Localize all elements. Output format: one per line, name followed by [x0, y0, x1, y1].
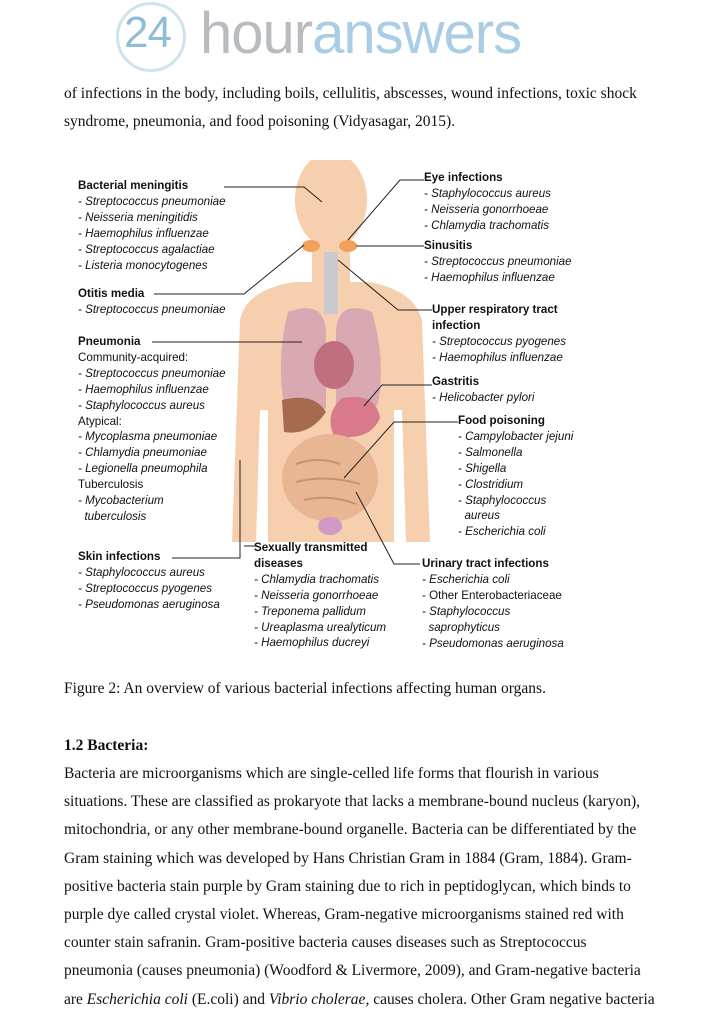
label-sinusitis [424, 238, 572, 286]
intro-paragraph [64, 80, 678, 136]
skin-item: - Staphylococcus aureus [78, 565, 205, 579]
site-logo [116, 2, 596, 72]
food-poisoning-item: - Salmonella [458, 445, 523, 459]
eye-item: - Neisseria gonorrhoeae [424, 202, 549, 216]
logo-word-answers: answers [312, 1, 522, 66]
upper-respiratory-item: - Haemophilus influenzae [432, 350, 563, 364]
pneumonia-item: - Mycobacterium [78, 494, 164, 508]
meningitis-item: - Streptococcus agalactiae [78, 242, 215, 256]
label-otitis-media [78, 286, 226, 318]
label-pneumonia [78, 334, 226, 525]
pneumonia-item: tuberculosis [78, 509, 147, 523]
body-line: Gram staining which was developed by Hans Christian Gram in 1884 (Gram, 1884). Gram- [64, 849, 632, 867]
std-title: Sexually transmitted [254, 541, 368, 554]
body-line: counter stain safranin. Gram-positive bacteria causes diseases such as Streptococcus [64, 934, 587, 952]
pneumonia-item: - Streptococcus pneumoniae [78, 366, 226, 380]
body-line: positive bacteria stain purple by Gram staining due to rich in peptidoglycan, which binds to [64, 877, 631, 895]
logo-word-hour: hour [200, 1, 313, 66]
gastritis-item: - Helicobacter pylori [432, 390, 535, 404]
skin-item: - Pseudomonas aeruginosa [78, 597, 220, 611]
pneumonia-subhead: Community-acquired: [78, 350, 189, 364]
meningitis-item: - Streptococcus pneumoniae [78, 194, 226, 208]
last-line-species: Escherichia coli [86, 990, 188, 1008]
logo-wordmark [200, 0, 521, 67]
infection-figure [64, 160, 664, 665]
meningitis-item: - Neisseria meningitidis [78, 210, 198, 224]
eye-title: Eye infections [424, 171, 503, 184]
pneumonia-title: Pneumonia [78, 335, 141, 348]
uti-item: - Escherichia coli [422, 572, 510, 586]
sinusitis-item: - Streptococcus pneumoniae [424, 254, 572, 268]
section-heading: 1.2 Bacteria: [64, 737, 149, 754]
pneumonia-subhead: Atypical: [78, 414, 122, 428]
last-line-text: , causes cholera. Other Gram negative bacteria [365, 990, 655, 1008]
food-poisoning-item: - Clostridium [458, 477, 524, 491]
meningitis-item: - Haemophilus influenzae [78, 226, 209, 240]
uti-item: saprophyticus [422, 620, 500, 634]
label-gastritis [432, 374, 534, 406]
std-item: - Neisseria gonorrhoeae [254, 588, 379, 602]
gastritis-title: Gastritis [432, 375, 480, 388]
uti-item: - Other Enterobacteriaceae [422, 588, 562, 602]
food-poisoning-item: - Shigella [458, 461, 507, 475]
label-uti [422, 556, 564, 651]
sinusitis-title: Sinusitis [424, 239, 473, 252]
pneumonia-subhead: Tuberculosis [78, 478, 144, 492]
label-skin-infections [78, 549, 220, 613]
eye-item: - Staphylococcus aureus [424, 186, 551, 200]
logo-number: 24 [124, 8, 171, 57]
food-poisoning-item: aureus [458, 509, 500, 523]
meningitis-title: Bacterial meningitis [78, 179, 189, 192]
body-paragraph [64, 760, 678, 1014]
body-line [64, 986, 678, 1014]
body-line: pneumonia (causes pneumonia) (Woodford & Livermore, 2009), and Gram-negative bacteria [64, 962, 641, 980]
pneumonia-item: - Haemophilus influenzae [78, 382, 209, 396]
std-item: - Haemophilus ducreyi [254, 636, 370, 650]
uti-title: Urinary tract infections [422, 557, 549, 570]
last-line-text: are [64, 990, 87, 1008]
label-eye-infections [424, 170, 551, 234]
sinusitis-item: - Haemophilus influenzae [424, 270, 555, 284]
upper-respiratory-title: Upper respiratory tract [432, 303, 558, 316]
label-upper-respiratory [432, 302, 566, 366]
food-poisoning-title: Food poisoning [458, 414, 545, 427]
skin-title: Skin infections [78, 550, 161, 563]
label-bacterial-meningitis [78, 178, 226, 273]
body-line: mitochondria, or any other membrane-bound organelle. Bacteria can be differentiated by the [64, 821, 637, 839]
skin-item: - Streptococcus pyogenes [78, 581, 213, 595]
label-food-poisoning [458, 413, 573, 540]
intro-line: syndrome, pneumonia, and food poisoning (Vidyasagar, 2015). [64, 113, 456, 131]
std-item: - Treponema pallidum [254, 604, 366, 618]
upper-respiratory-title-2: infection [432, 318, 481, 332]
last-line-species: Vibrio cholerae [268, 990, 366, 1008]
intro-line: of infections in the body, including boils, cellulitis, abscesses, wound infections, toxic shock [64, 85, 637, 102]
upper-respiratory-item: - Streptococcus pyogenes [432, 334, 567, 348]
food-poisoning-item: - Staphylococcus [458, 493, 547, 507]
std-item: - Ureaplasma urealyticum [254, 620, 387, 634]
std-title-2: diseases [254, 556, 303, 570]
pneumonia-item: - Staphylococcus aureus [78, 398, 205, 412]
uti-item: - Pseudomonas aeruginosa [422, 636, 564, 650]
body-line: situations. These are classified as prokaryote that lacks a membrane-bound nucleus (karyon), [64, 793, 641, 811]
otitis-item: - Streptococcus pneumoniae [78, 302, 226, 316]
pneumonia-item: - Mycoplasma pneumoniae [78, 430, 218, 444]
label-std [254, 540, 386, 651]
pneumonia-item: - Legionella pneumophila [78, 462, 208, 476]
otitis-title: Otitis media [78, 287, 145, 300]
food-poisoning-item: - Escherichia coli [458, 525, 546, 539]
figure-caption: Figure 2: An overview of various bacterial infections affecting human organs. [64, 680, 546, 697]
last-line-text: (E.coli) and [187, 990, 269, 1008]
uti-item: - Staphylococcus [422, 604, 511, 618]
pneumonia-item: - Chlamydia pneumoniae [78, 446, 207, 460]
food-poisoning-item: - Campylobacter jejuni [458, 429, 574, 443]
eye-item: - Chlamydia trachomatis [424, 218, 549, 232]
meningitis-item: - Listeria monocytogenes [78, 258, 208, 272]
body-line: purple dye called crystal violet. Whereas, Gram-negative microorganisms stained red with [64, 906, 624, 924]
std-item: - Chlamydia trachomatis [254, 572, 379, 586]
body-line: Bacteria are microorganisms which are single-celled life forms that flourish in various [64, 765, 599, 782]
